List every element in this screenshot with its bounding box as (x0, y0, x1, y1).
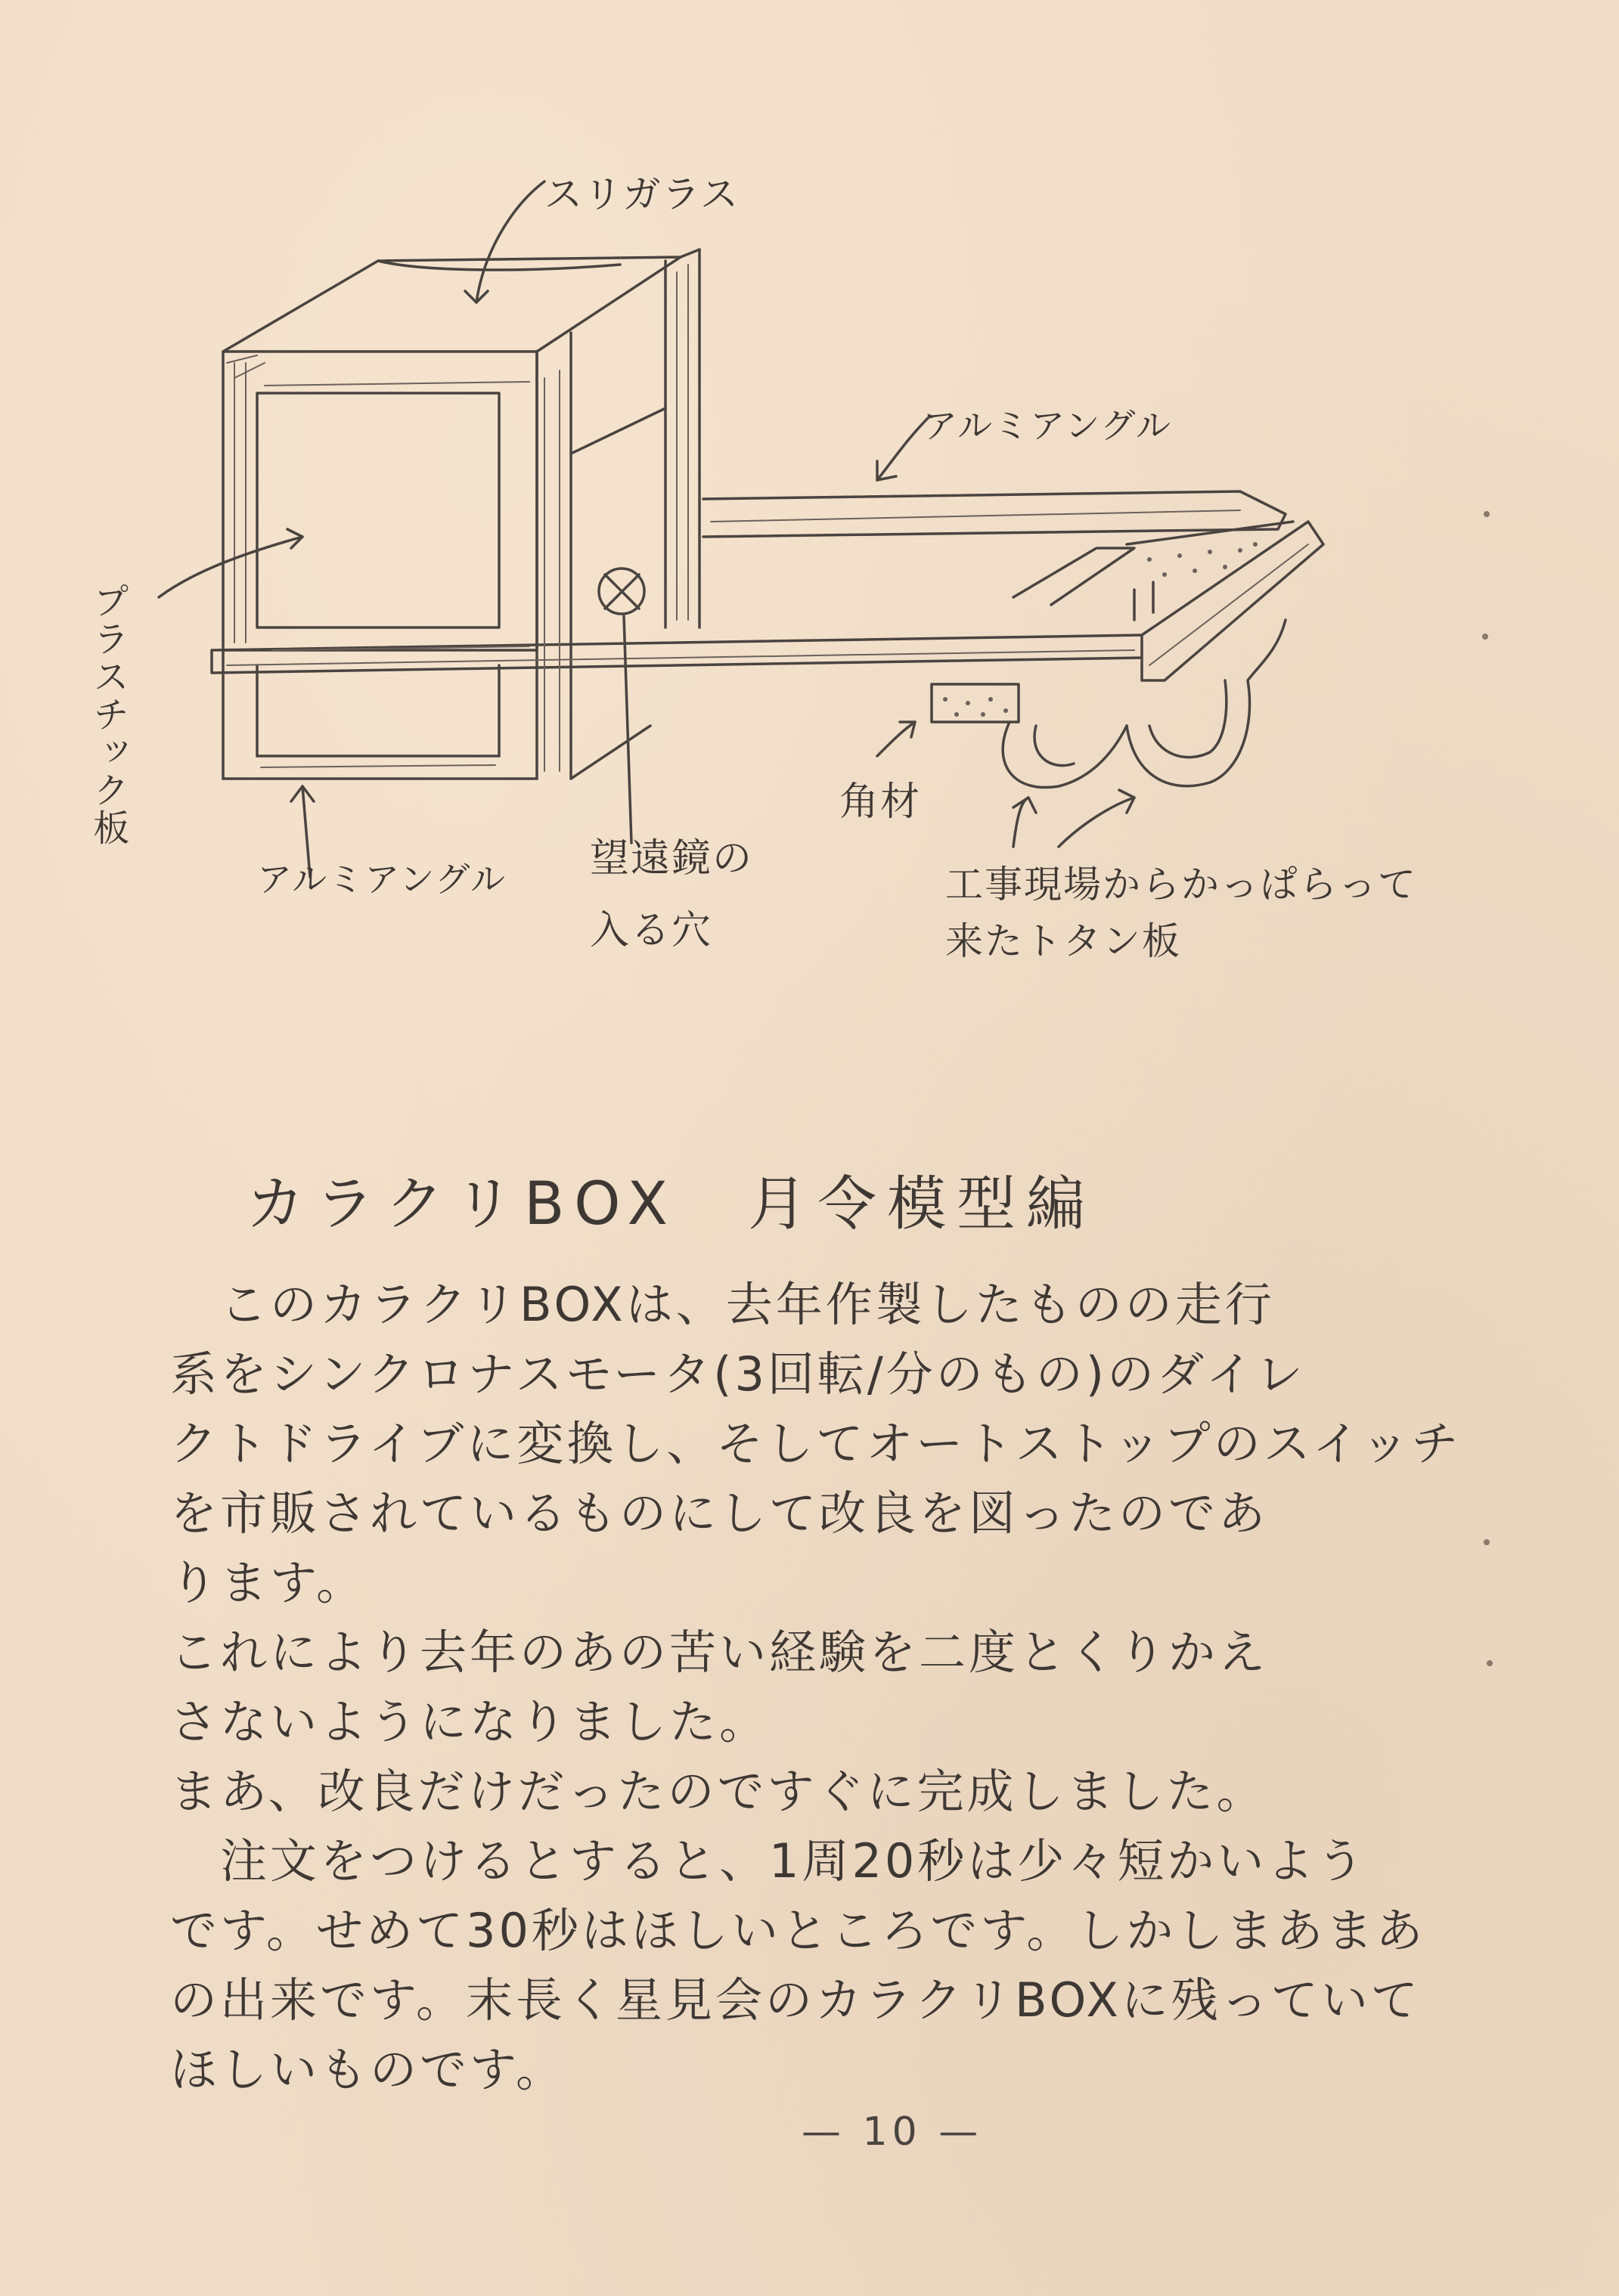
article-body (170, 1270, 1462, 2105)
body-line: の出来です。末長く星見会のカラクリBOXに残っていて (170, 1972, 1421, 2028)
body-line: このカラクリBOXは、去年作製したものの走行 (170, 1277, 1275, 1332)
tin-sheet-1 (1003, 722, 1127, 788)
body-line: クトドライブに変換し、そしてオートストップのスイッチ (170, 1416, 1462, 1471)
body-line: です。せめて30秒はほしいところです。しかしまあまあ (170, 1903, 1426, 1958)
article-title: カラクリBOX 月令模型編 (246, 1170, 1096, 1238)
label-plastic-board: プラスチック板 (86, 582, 129, 847)
label-telescope-hole-line2: 入る穴 (590, 908, 713, 953)
body-line: まあ、改良だけだったのですぐに完成しました。 (170, 1764, 1267, 1819)
label-lumber: 角材 (839, 779, 922, 825)
label-frosted-glass: スリガラス (544, 172, 740, 216)
label-aluminum-angle-bottom: アルミアングル (257, 859, 507, 900)
box-frame (223, 249, 699, 779)
paper-speck (1487, 1660, 1493, 1666)
paper-speck (1482, 634, 1488, 640)
label-tin-sheet-line2: 来たトタン板 (945, 919, 1181, 963)
body-line: ほしいものです。 (170, 2042, 566, 2097)
body-line: これにより去年のあの苦い経験を二度とくりかえ (170, 1625, 1269, 1680)
body-line: さないようになりました。 (170, 1694, 770, 1749)
body-line: 注文をつけるとすると、1周20秒は少々短かいよう (170, 1833, 1367, 1889)
paper-speck (1484, 511, 1490, 517)
label-aluminum-angle-top: アルミアングル (923, 405, 1173, 446)
paper-speck (1484, 1539, 1490, 1545)
lumber-block (932, 684, 1019, 722)
body-line: 系をシンクロナスモータ(3回転/分のもの)のダイレ (170, 1346, 1306, 1402)
label-telescope-hole-line1: 望遠鏡の (590, 836, 754, 882)
page-number: — 10 — (802, 2109, 983, 2155)
body-line: を市販されているものにして改良を図ったのであ (170, 1486, 1269, 1541)
label-tin-sheet-line1: 工事現場からかっぱらって (945, 863, 1417, 906)
body-line: ります。 (170, 1555, 367, 1610)
